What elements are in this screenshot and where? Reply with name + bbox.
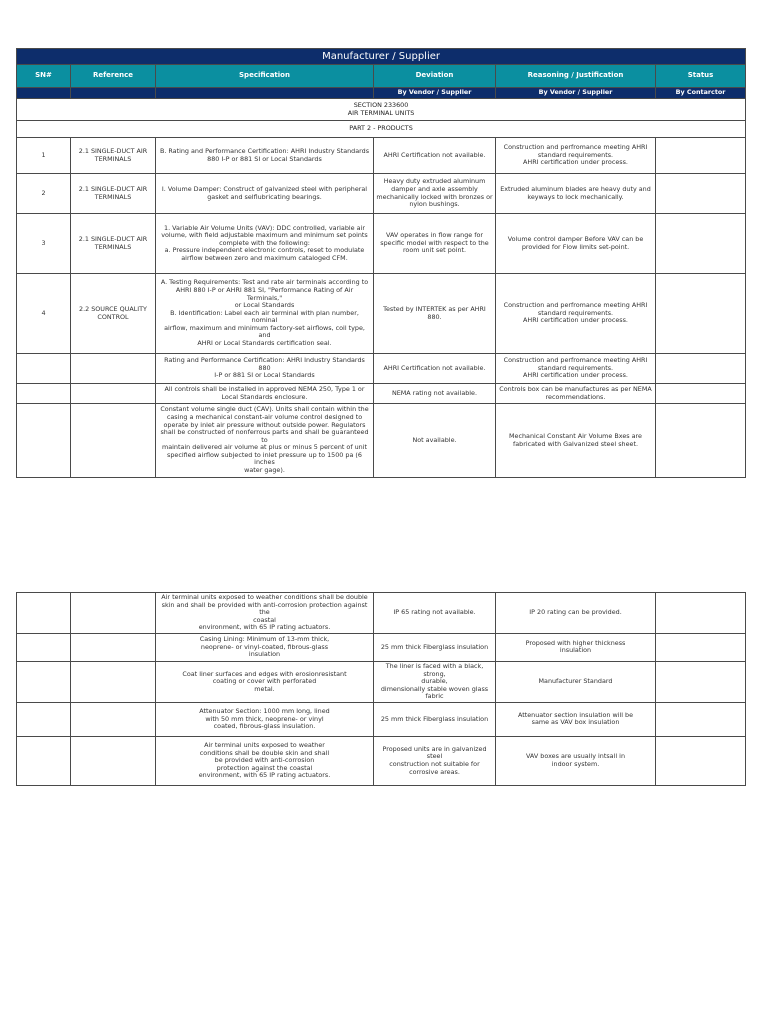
col-header-status: Status (656, 65, 746, 88)
specification-cell: Coat liner surfaces and edges with erosionresistant coating or cover with perforated metal. (156, 661, 374, 702)
specification-cell: 1. Variable Air Volume Units (VAV): DDC controlled, variable air volume, with field adjustable maximum and minimum set points complete with the following: a. Pressure independent electronic controls, reset to modulate airflow between zero and maximum cataloged CFM. (156, 214, 374, 274)
subheader-status: By Contarctor (656, 88, 746, 99)
sn-cell (17, 702, 71, 736)
sn-cell (17, 384, 71, 404)
deviation-cell: AHRI Certification not available. (374, 354, 496, 384)
status-cell (656, 384, 746, 404)
col-header-reasoning: Reasoning / Justification (496, 65, 656, 88)
status-cell (656, 174, 746, 214)
deviation-cell: 25 mm thick Fiberglass insulation (374, 702, 496, 736)
reasoning-cell: Controls box can be manufactures as per NEMA recommendations. (496, 384, 656, 404)
deviation-cell: AHRI Certification not available. (374, 138, 496, 174)
sn-cell: 2 (17, 174, 71, 214)
subheader-row (17, 88, 746, 99)
specification-cell: Attenuator Section: 1000 mm long, lined with 50 mm thick, neoprene- or vinyl coated, fibrous-glass insulation. (156, 702, 374, 736)
section-title: AIR TERMINAL UNITS (347, 108, 415, 117)
section-row (17, 99, 746, 121)
subheader-reasoning: By Vendor / Supplier (496, 88, 656, 99)
sn-cell (17, 661, 71, 702)
reference-cell (71, 593, 156, 634)
deviation-cell: 25 mm thick Fiberglass insulation (374, 633, 496, 661)
table-title: Manufacturer / Supplier (17, 49, 746, 65)
status-cell (656, 354, 746, 384)
sn-cell (17, 404, 71, 478)
section-number: SECTION 233600 (353, 100, 409, 109)
status-cell (656, 702, 746, 736)
table-row (17, 702, 746, 736)
table-row (17, 214, 746, 274)
specification-cell: Air terminal units exposed to weather conditions shall be double skin and shall be provided with anti-corrosion protection against the coastal environment, with 65 IP rating actuators. (156, 593, 374, 634)
reference-cell (71, 736, 156, 785)
deviation-cell: The liner is faced with a black, strong, durable, dimensionally stable woven glass fabric (374, 661, 496, 702)
deviation-table-continued (16, 592, 746, 786)
deviation-cell: NEMA rating not available. (374, 384, 496, 404)
table-row (17, 174, 746, 214)
status-cell (656, 661, 746, 702)
reasoning-cell: IP 20 rating can be provided. (496, 593, 656, 634)
col-header-sn: SN# (17, 65, 71, 88)
reference-cell (71, 702, 156, 736)
table-row (17, 354, 746, 384)
specification-cell: All controls shall be installed in approved NEMA 250, Type 1 or Local Standards enclosure. (156, 384, 374, 404)
table-row (17, 384, 746, 404)
reasoning-cell: Volume control damper Before VAV can be provided for Flow limits set-point. (496, 214, 656, 274)
col-header-deviation: Deviation (374, 65, 496, 88)
sn-cell (17, 736, 71, 785)
col-header-specification: Specification (156, 65, 374, 88)
sn-cell: 1 (17, 138, 71, 174)
sn-cell: 4 (17, 274, 71, 354)
deviation-cell: Tested by INTERTEK as per AHRI 880. (374, 274, 496, 354)
deviation-cell: Heavy duty extruded aluminum damper and axle assembly mechanically locked with bronzes or nylon bushings. (374, 174, 496, 214)
reference-cell (71, 661, 156, 702)
specification-cell: B. Rating and Performance Certification: AHRI Industry Standards 880 I-P or 881 SI or Local Standards (156, 138, 374, 174)
table-row (17, 593, 746, 634)
col-header-reference: Reference (71, 65, 156, 88)
specification-cell: Air terminal units exposed to weather conditions shall be double skin and shall be provided with anti-corrosion protection against the coastal environment, with 65 IP rating actuators. (156, 736, 374, 785)
reference-cell: 2.2 SOURCE QUALITY CONTROL (71, 274, 156, 354)
reasoning-cell: Extruded aluminum blades are heavy duty and keyways to lock mechanically. (496, 174, 656, 214)
reasoning-cell: Construction and perfromance meeting AHRI standard requirements. AHRI certification under process. (496, 274, 656, 354)
reference-cell (71, 404, 156, 478)
deviation-table (16, 48, 746, 478)
specification-cell: Rating and Performance Certification: AHRI Industry Standards 880 I-P or 881 SI or Local Standards (156, 354, 374, 384)
header-row (17, 65, 746, 88)
deviation-cell: Proposed units are in galvanized steel construction not suitable for corrosive areas. (374, 736, 496, 785)
reasoning-cell: Construction and perfromance meeting AHRI standard requirements. AHRI certification under process. (496, 138, 656, 174)
status-cell (656, 214, 746, 274)
status-cell (656, 633, 746, 661)
table-row (17, 404, 746, 478)
specification-cell: Constant volume single duct (CAV). Units shall contain within the casing a mechanical constant-air volume control designed to operate by inlet air pressure without outside power. Regulators shall be constructed of nonferrous parts and shall be guaranteed to maintain delivered air volume at plus or minus 5 percent of unit specified airflow subjected to inlet pressure up to 1500 pa (6 inches water gage). (156, 404, 374, 478)
table-body (17, 138, 746, 478)
specification-cell: I. Volume Damper: Construct of galvanized steel with peripheral gasket and selflubricating bearings. (156, 174, 374, 214)
sn-cell (17, 633, 71, 661)
sn-cell (17, 593, 71, 634)
table-row (17, 138, 746, 174)
table-row (17, 633, 746, 661)
deviation-cell: Not available. (374, 404, 496, 478)
reference-cell (71, 633, 156, 661)
subheader-cell (156, 88, 374, 99)
reference-cell: 2.1 SINGLE-DUCT AIR TERMINALS (71, 214, 156, 274)
reasoning-cell: Proposed with higher thickness insulation (496, 633, 656, 661)
status-cell (656, 404, 746, 478)
reference-cell (71, 354, 156, 384)
table-body (17, 593, 746, 786)
title-row (17, 49, 746, 65)
status-cell (656, 274, 746, 354)
reasoning-cell: Manufacturer Standard (496, 661, 656, 702)
table-row (17, 736, 746, 785)
table-row (17, 661, 746, 702)
subheader-cell (17, 88, 71, 99)
table-row (17, 274, 746, 354)
reference-cell (71, 384, 156, 404)
specification-cell: A. Testing Requirements: Test and rate air terminals according to AHRI 880 I-P or AHRI 881 SI, "Performance Rating of Air Terminals," or Local Standards B. Identification: Label each air terminal with plan number, nominal airflow, maximum and minimum factory-set airflows, coil type, and AHRI or Local Standards certification seal. (156, 274, 374, 354)
status-cell (656, 138, 746, 174)
section-heading (17, 99, 746, 121)
status-cell (656, 593, 746, 634)
reasoning-cell: VAV boxes are usually intsall in indoor system. (496, 736, 656, 785)
reasoning-cell: Attenuator section insulation will be same as VAV box insulation (496, 702, 656, 736)
deviation-cell: IP 65 rating not available. (374, 593, 496, 634)
subheader-cell (71, 88, 156, 99)
specification-cell: Casing Lining: Minimum of 13-mm thick, neoprene- or vinyl-coated, fibrous-glass insulation (156, 633, 374, 661)
part-row (17, 121, 746, 138)
sn-cell: 3 (17, 214, 71, 274)
reference-cell: 2.1 SINGLE-DUCT AIR TERMINALS (71, 174, 156, 214)
part-heading: PART 2 - PRODUCTS (17, 121, 746, 138)
deviation-cell: VAV operates in flow range for specific model with respect to the room unit set point. (374, 214, 496, 274)
reference-cell: 2.1 SINGLE-DUCT AIR TERMINALS (71, 138, 156, 174)
reasoning-cell: Mechanical Constant Air Volume Bxes are fabricated with Galvanized steel sheet. (496, 404, 656, 478)
subheader-deviation: By Vendor / Supplier (374, 88, 496, 99)
sn-cell (17, 354, 71, 384)
status-cell (656, 736, 746, 785)
reasoning-cell: Construction and perfromance meeting AHRI standard requirements. AHRI certification under process. (496, 354, 656, 384)
